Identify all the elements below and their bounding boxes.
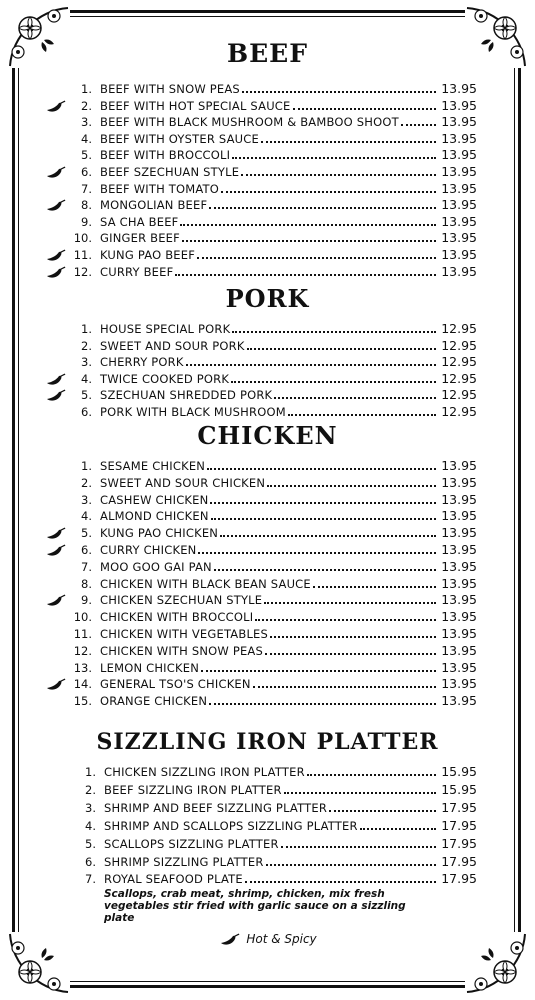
dot-leader	[313, 585, 436, 588]
item-number: 1.	[85, 765, 96, 779]
menu-item	[64, 642, 477, 658]
item-number: 7.	[85, 872, 96, 886]
item-number: 4.	[81, 372, 92, 386]
legend	[0, 932, 535, 947]
dot-leader	[270, 635, 436, 638]
menu-item	[64, 130, 477, 146]
item-number: 12.	[73, 644, 92, 658]
royal-seafood-description: Scallops, crab meat, shrimp, chicken, mix fresh vegetables stir fried with garlic sauce on a sizzling plate	[104, 888, 406, 924]
dot-leader	[242, 90, 436, 93]
menu-item	[64, 692, 477, 708]
menu-item	[64, 558, 477, 574]
item-name: BEEF WITH OYSTER SAUCE	[100, 132, 259, 146]
item-name: CHICKEN SIZZLING IRON PLATTER	[104, 765, 305, 779]
menu-item	[64, 353, 477, 369]
menu-item	[64, 625, 477, 641]
dot-leader	[221, 190, 436, 193]
item-price: 13.95	[441, 81, 477, 96]
item-number: 15.	[73, 694, 92, 708]
dot-leader	[214, 568, 436, 571]
menu-item	[64, 163, 477, 179]
menu-item	[64, 524, 477, 540]
item-number: 8.	[81, 198, 92, 212]
item-price: 13.95	[441, 264, 477, 279]
pepper-icon	[44, 544, 66, 558]
item-price: 13.95	[441, 458, 477, 473]
dot-leader	[241, 173, 436, 176]
item-price: 12.95	[441, 338, 477, 353]
item-price: 17.95	[441, 871, 477, 886]
item-name: MOO GOO GAI PAN	[100, 560, 212, 574]
menu-item	[64, 113, 477, 129]
dot-leader	[232, 330, 436, 333]
item-price: 13.95	[441, 508, 477, 523]
item-name: SHRIMP AND SCALLOPS SIZZLING PLATTER	[104, 819, 358, 833]
item-name: GENERAL TSO'S CHICKEN	[100, 677, 251, 691]
menu-item	[64, 97, 477, 113]
item-name: SHRIMP SIZZLING PLATTER	[104, 855, 264, 869]
item-number: 2.	[81, 339, 92, 353]
dot-leader	[288, 413, 436, 416]
menu-item	[68, 781, 477, 797]
item-price: 13.95	[441, 626, 477, 641]
item-number: 6.	[81, 165, 92, 179]
item-price: 13.95	[441, 230, 477, 245]
item-number: 11.	[73, 248, 92, 262]
item-price: 13.95	[441, 475, 477, 490]
item-number: 5.	[81, 526, 92, 540]
item-name: BEEF SIZZLING IRON PLATTER	[104, 783, 282, 797]
item-number: 7.	[81, 182, 92, 196]
menu-item	[64, 213, 477, 229]
item-name: KUNG PAO CHICKEN	[100, 526, 219, 540]
menu-item	[64, 675, 477, 691]
item-price: 13.95	[441, 247, 477, 262]
item-price: 13.95	[441, 197, 477, 212]
item-number: 1.	[81, 82, 92, 96]
dot-leader	[293, 107, 436, 110]
item-number: 5.	[85, 837, 96, 851]
item-price: 17.95	[441, 854, 477, 869]
section-title: BEEF	[227, 39, 308, 68]
section-title: PORK	[225, 284, 310, 313]
pepper-icon	[44, 389, 66, 403]
menu-item	[68, 835, 477, 851]
item-number: 8.	[81, 577, 92, 591]
menu-item	[64, 386, 477, 402]
item-price: 13.95	[441, 214, 477, 229]
item-price: 13.95	[441, 542, 477, 557]
item-number: 13.	[73, 661, 92, 675]
dot-leader	[329, 809, 436, 812]
item-number: 3.	[81, 493, 92, 507]
item-number: 5.	[81, 388, 92, 402]
item-price: 13.95	[441, 525, 477, 540]
item-number: 2.	[85, 783, 96, 797]
item-number: 3.	[81, 115, 92, 129]
item-name: BEEF WITH TOMATO	[100, 182, 220, 196]
item-name: SWEET AND SOUR CHICKEN	[100, 476, 266, 490]
item-number: 9.	[81, 593, 92, 607]
item-number: 6.	[81, 543, 92, 557]
dot-leader	[180, 223, 436, 226]
dot-leader	[265, 652, 436, 655]
menu-item	[64, 659, 477, 675]
menu-item	[64, 196, 477, 212]
item-price: 12.95	[441, 371, 477, 386]
item-number: 9.	[81, 215, 92, 229]
item-name: CHICKEN WITH BLACK BEAN SAUCE	[100, 577, 311, 591]
dot-leader	[266, 863, 436, 866]
dot-leader	[360, 827, 436, 830]
item-number: 5.	[81, 148, 92, 162]
menu-item	[64, 474, 477, 490]
dot-leader	[207, 467, 436, 470]
item-price: 15.95	[441, 782, 477, 797]
item-name: BEEF WITH BLACK MUSHROOM & BAMBOO SHOOT	[100, 115, 399, 129]
pepper-icon	[44, 527, 66, 541]
pepper-icon	[44, 166, 66, 180]
menu-item	[64, 591, 477, 607]
pepper-icon	[44, 249, 66, 263]
menu-item	[68, 870, 477, 886]
item-name: PORK WITH BLACK MUSHROOM	[100, 405, 286, 419]
item-number: 2.	[81, 476, 92, 490]
item-number: 12.	[73, 265, 92, 279]
pepper-icon	[44, 373, 66, 387]
item-price: 12.95	[441, 404, 477, 419]
dot-leader	[267, 484, 436, 487]
menu-item	[64, 575, 477, 591]
item-price: 13.95	[441, 559, 477, 574]
item-name: CHICKEN WITH BROCCOLI	[100, 610, 254, 624]
item-name: CHICKEN WITH VEGETABLES	[100, 627, 269, 641]
item-number: 3.	[85, 801, 96, 815]
item-number: 1.	[81, 322, 92, 336]
item-number: 3.	[81, 355, 92, 369]
menu-item	[68, 817, 477, 833]
menu-item	[64, 320, 477, 336]
item-number: 11.	[73, 627, 92, 641]
pepper-icon	[44, 594, 66, 608]
dot-leader	[231, 380, 436, 383]
item-name: LEMON CHICKEN	[100, 661, 200, 675]
item-price: 13.95	[441, 131, 477, 146]
item-number: 10.	[73, 610, 92, 624]
item-price: 12.95	[441, 387, 477, 402]
dot-leader	[197, 256, 436, 259]
item-name: TWICE COOKED PORK	[100, 372, 230, 386]
dot-leader	[220, 534, 436, 537]
section-title: CHICKEN	[197, 421, 338, 450]
menu-item	[64, 457, 477, 473]
item-price: 13.95	[441, 643, 477, 658]
item-price: 13.95	[441, 660, 477, 675]
item-price: 17.95	[441, 836, 477, 851]
item-name: BEEF WITH HOT SPECIAL SAUCE	[100, 99, 291, 113]
item-price: 13.95	[441, 114, 477, 129]
item-name: CHICKEN SZECHUAN STYLE	[100, 593, 263, 607]
item-name: HOUSE SPECIAL PORK	[100, 322, 231, 336]
item-price: 13.95	[441, 98, 477, 113]
item-number: 1.	[81, 459, 92, 473]
item-name: GINGER BEEF	[100, 231, 180, 245]
item-price: 12.95	[441, 321, 477, 336]
menu-item	[64, 180, 477, 196]
item-price: 13.95	[441, 164, 477, 179]
dot-leader	[209, 206, 436, 209]
menu-item	[68, 853, 477, 869]
pepper-icon	[44, 678, 66, 692]
menu-item	[64, 246, 477, 262]
menu-item	[64, 403, 477, 419]
dot-leader	[198, 551, 436, 554]
dot-leader	[209, 702, 436, 705]
dot-leader	[264, 601, 436, 604]
dot-leader	[232, 156, 436, 159]
dot-leader	[182, 239, 436, 242]
item-name: SHRIMP AND BEEF SIZZLING PLATTER	[104, 801, 328, 815]
dot-leader	[186, 363, 436, 366]
item-number: 4.	[81, 132, 92, 146]
dot-leader	[401, 123, 436, 126]
dot-leader	[211, 517, 436, 520]
item-name: SCALLOPS SIZZLING PLATTER	[104, 837, 279, 851]
pepper-icon	[44, 199, 66, 213]
item-name: SZECHUAN SHREDDED PORK	[100, 388, 273, 402]
dot-leader	[210, 501, 436, 504]
legend-label: Hot & Spicy	[246, 932, 317, 946]
item-price: 13.95	[441, 676, 477, 691]
menu-item	[64, 507, 477, 523]
dot-leader	[253, 685, 436, 688]
dot-leader	[307, 773, 436, 776]
item-price: 15.95	[441, 764, 477, 779]
menu-item	[64, 80, 477, 96]
menu-item	[64, 608, 477, 624]
item-name: BEEF SZECHUAN STYLE	[100, 165, 240, 179]
item-number: 4.	[81, 509, 92, 523]
item-price: 13.95	[441, 609, 477, 624]
item-price: 17.95	[441, 818, 477, 833]
item-name: KUNG PAO BEEF	[100, 248, 196, 262]
item-name: SWEET AND SOUR PORK	[100, 339, 245, 353]
item-price: 13.95	[441, 592, 477, 607]
dot-leader	[261, 140, 436, 143]
dot-leader	[274, 396, 436, 399]
section-title: SIZZLING IRON PLATTER	[96, 729, 439, 755]
item-number: 6.	[81, 405, 92, 419]
item-number: 6.	[85, 855, 96, 869]
menu-item	[64, 263, 477, 279]
menu-item	[64, 146, 477, 162]
item-name: CURRY CHICKEN	[100, 543, 197, 557]
menu-item	[64, 541, 477, 557]
item-price: 13.95	[441, 576, 477, 591]
item-price: 13.95	[441, 492, 477, 507]
item-price: 13.95	[441, 147, 477, 162]
dot-leader	[245, 880, 436, 883]
item-name: ORANGE CHICKEN	[100, 694, 208, 708]
dot-leader	[201, 669, 436, 672]
menu-item	[64, 491, 477, 507]
item-name: BEEF WITH BROCCOLI	[100, 148, 231, 162]
menu-item	[64, 337, 477, 353]
item-name: ALMOND CHICKEN	[100, 509, 209, 523]
item-number: 10.	[73, 231, 92, 245]
pepper-icon	[44, 100, 66, 114]
item-name: MONGOLIAN BEEF	[100, 198, 208, 212]
item-name: BEEF WITH SNOW PEAS	[100, 82, 240, 96]
menu-item	[64, 229, 477, 245]
item-name: CHERRY PORK	[100, 355, 184, 369]
dot-leader	[284, 791, 436, 794]
dot-leader	[247, 347, 436, 350]
item-name: CASHEW CHICKEN	[100, 493, 209, 507]
pepper-icon	[218, 933, 240, 947]
menu-item	[64, 370, 477, 386]
item-price: 17.95	[441, 800, 477, 815]
dot-leader	[281, 845, 436, 848]
item-number: 14.	[73, 677, 92, 691]
item-number: 4.	[85, 819, 96, 833]
item-number: 2.	[81, 99, 92, 113]
pepper-icon	[44, 266, 66, 280]
item-name: ROYAL SEAFOOD PLATE	[104, 872, 243, 886]
item-name: SESAME CHICKEN	[100, 459, 206, 473]
item-price: 13.95	[441, 181, 477, 196]
menu-item	[68, 763, 477, 779]
item-number: 7.	[81, 560, 92, 574]
item-name: CHICKEN WITH SNOW PEAS	[100, 644, 264, 658]
dot-leader	[175, 273, 436, 276]
item-name: CURRY BEEF	[100, 265, 174, 279]
dot-leader	[255, 618, 436, 621]
menu-item	[68, 799, 477, 815]
item-price: 12.95	[441, 354, 477, 369]
item-name: SA CHA BEEF	[100, 215, 179, 229]
item-price: 13.95	[441, 693, 477, 708]
